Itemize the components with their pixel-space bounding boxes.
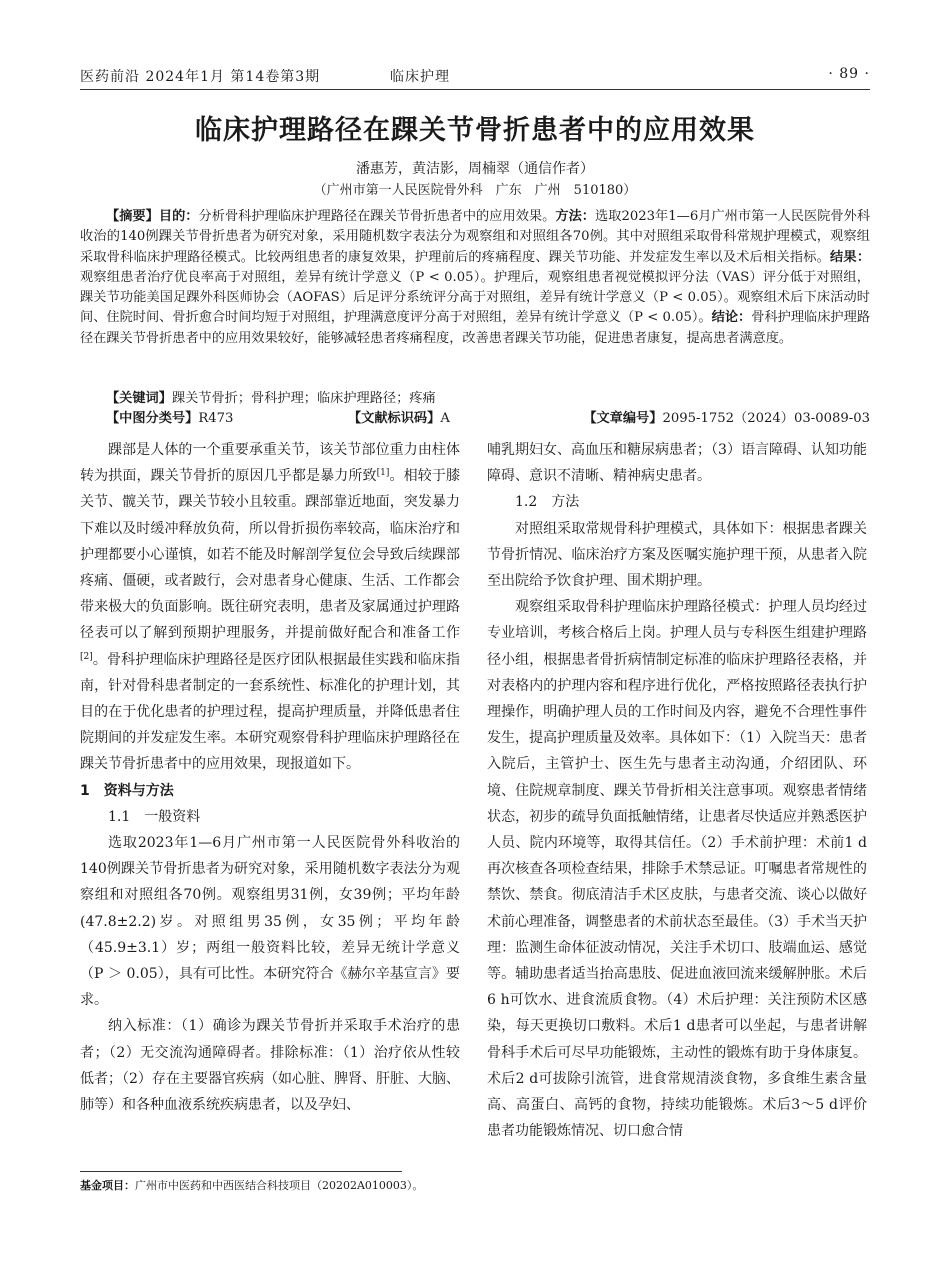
methods-label: 方法：: [555, 209, 596, 224]
keywords: [106, 387, 870, 406]
conclusion-text: 骨科护理临床护理路径在踝关节骨折患者中的应用效果较好，能够减轻患者疼痛程度，改善患者踝关节功能，促进患者康复，提高患者满意度。: [80, 310, 871, 346]
body-column-right: [487, 437, 867, 1144]
section-heading-1: 1 资料与方法: [80, 782, 174, 799]
running-header: [80, 64, 870, 90]
clc-number: [106, 407, 233, 426]
observation-group-paragraph: 观察组采取骨科护理临床护理路径模式：护理人员均经过专业培训，考核合格后上岗。护理人员与专科医生组建护理路径小组，根据患者骨折病情制定标准的临床护理路径表格，并对表格内的护理内容和程序进行优化，严格按照路径表执行护理操作，明确护理人员的工作时间及内容，避免不合理性事件发生，提高护理质量及效率。具体如下：（1）入院当天：患者入院后，主管护士、医生先与患者主动沟通，介绍团队、环境、住院规章制度、踝关节骨折相关注意事项。观察患者情绪状态，初步的疏导负面抵触情绪，让患者尽快适应并熟悉医护人员、院内环境等，取得其信任。（2）手术前护理：术前1 d再次核查各项检查结果，排除手术禁忌证。叮嘱患者常规性的禁饮、禁食。彻底清洁手术区皮肤，与患者交流、谈心以做好术前心理准备，调整患者的术前状态至最佳。（3）手术当天护理：监测生命体征波动情况，关注手术切口、肢端血运、感觉等。辅助患者适当抬高患肢、促进血液回流来缓解肿胀。术后6 h可饮水、进食流质食物。（4）术后护理：关注预防术区感染，每天更换切口敷料。术后1 d患者可以坐起，与患者讲解骨科手术后可尽早功能锻炼，主动性的锻炼有助于身体康复。术后2 d可拔除引流管，进食常规清淡食物，多食维生素含量高、高蛋白、高钙的食物，持续功能锻炼。术后3～5 d评价患者功能锻炼情况、切口愈合情: [487, 599, 867, 1140]
article-value: 2095-1752（2024）03-0089-03: [662, 411, 870, 426]
intro-text-3: 。骨科护理临床护理路径是医疗团队根据最佳实践和临床指南，针对骨科患者制定的一套系统性、标准化的护理计划，其目的在于优化患者的护理过程，提高护理质量，并降低患者住院期间的并发症发生率。本研究观察骨科护理临床护理路径在踝关节骨折患者中的应用效果，现报道如下。: [80, 651, 460, 773]
intro-text-1: 踝部是人体的一个重要承重关节，该关节部位重力由柱体转为拱面，踝关节骨折的原因几乎都是暴力所致: [80, 442, 460, 485]
intro-text-2: 。相较于膝关节、髋关节，踝关节较小且较重。踝部靠近地面，突发暴力下难以及时缓冲释放负荷，所以骨折损伤率较高，临床治疗和护理都要小心谨慎，如若不能及时解剖学复位会导致后续踝部疼痛、僵硬，或者跛行，会对患者身心健康、生活、工作都会带来极大的负面影响。既往研究表明，患者及家属通过护理路径表可以了解到预期护理服务，并提前做好配合和准备工作: [80, 468, 460, 642]
keywords-label: 【关键词】: [106, 391, 172, 406]
journal-issue: 医药前沿 2024年1月 第14卷第3期: [80, 69, 321, 85]
doc-label: 【文献标识码】: [348, 411, 441, 426]
authors: 潘惠芳，黄洁影，周楠翠（通信作者）: [356, 161, 594, 177]
footnote-label: 基金项目：: [80, 1179, 135, 1192]
footnote: [80, 1177, 460, 1193]
results-text: 观察组患者治疗优良率高于对照组，差异有统计学意义（P < 0.05）。护理后，观察组患者视觉模拟评分法（VAS）评分低于对照组，踝关节功能美国足踝外科医师协会（AOFAS）后足评分系统评分高于对照组，差异有统计学意义（P < 0.05）。观察组术后下床活动时间、住院时间、骨折愈合时间均短于对照组，护理满意度评分高于对照组，差异有统计学意义（P < 0.05）。: [80, 269, 870, 326]
control-group-paragraph: 对照组采取常规骨科护理模式，具体如下：根据患者踝关节骨折情况、临床治疗方案及医嘱实施护理干预，从患者入院至出院给予饮食护理、围术期护理。: [487, 520, 867, 590]
clc-value: R473: [198, 411, 234, 426]
citation-1[interactable]: [1]: [376, 468, 390, 479]
objective-text: 分析骨科护理临床护理路径在踝关节骨折患者中的应用效果。: [198, 209, 556, 224]
page-number: · 89 ·: [828, 66, 870, 82]
footnote-rule: [80, 1171, 402, 1172]
footnote-text: 广州市中医药和中西医结合科技项目（20202A010003）。: [135, 1179, 424, 1192]
conclusion-label: 结论：: [711, 310, 752, 326]
methods-text: 选取2023年1—6月广州市第一人民医院骨外科收治的140例踝关节骨折患者为研究对象，采用随机数字表法分为观察组和对照组各70例。其中对照组采取骨科常规护理模式，观察组采取骨科临床护理路径模式。比较两组患者的康复效果，护理前后的疼痛程度、踝关节功能、并发症发生率以及术后相关指标。: [80, 209, 871, 265]
article-title: 临床护理路径在踝关节骨折患者中的应用效果: [195, 115, 755, 146]
criteria-paragraph: 纳入标准：（1）确诊为踝关节骨折并采取手术治疗的患者；（2）无交流沟通障碍者。排除标准：（1）治疗依从性较低者；（2）存在主要器官疾病（如心脏、脾肾、肝脏、大脑、肺等）和各种血液系统疾病患者，以及孕妇、: [80, 1018, 460, 1114]
classification-line: [106, 407, 870, 427]
document-code: [348, 407, 450, 426]
intro-paragraph: [80, 437, 460, 778]
article-label: 【文章编号】: [583, 411, 663, 426]
affiliation: （广州市第一人民医院骨外科 广东 广州 510180）: [313, 183, 637, 198]
objective-label: 目的：: [158, 209, 199, 224]
subsection-heading-1-1: 1.1 一般资料: [108, 808, 201, 825]
general-data-paragraph: 选取2023年1—6月广州市第一人民医院骨外科收治的140例踝关节骨折患者为研究对象，采用随机数字表法分为观察组和对照组各70例。观察组男31例，女39例；平均年龄(47.8±2.2)岁。对照组男35例，女35例；平均年龄（45.9±3.1）岁；两组一般资料比较，差异无统计学意义（P ＞ 0.05），具有可比性。本研究符合《赫尔辛基宣言》要求。: [80, 835, 460, 1009]
section-name: 临床护理: [390, 69, 450, 85]
abstract-label: 【摘要】: [106, 209, 159, 224]
keywords-text: 踝关节骨折；骨科护理；临床护理路径；疼痛: [171, 391, 436, 406]
article-number: [583, 407, 870, 426]
abstract: [80, 207, 870, 349]
citation-2[interactable]: [2]: [80, 651, 93, 662]
body-column-left: [80, 437, 460, 1118]
doc-value: A: [440, 411, 450, 426]
results-label: 结果：: [830, 249, 871, 265]
criteria-continued: 哺乳期妇女、高血压和糖尿病患者；（3）语言障碍、认知功能障碍、意识不清晰、精神病史患者。: [487, 442, 867, 485]
clc-label: 【中图分类号】: [106, 411, 199, 426]
subsection-heading-1-2: 1.2 方法: [515, 494, 580, 511]
